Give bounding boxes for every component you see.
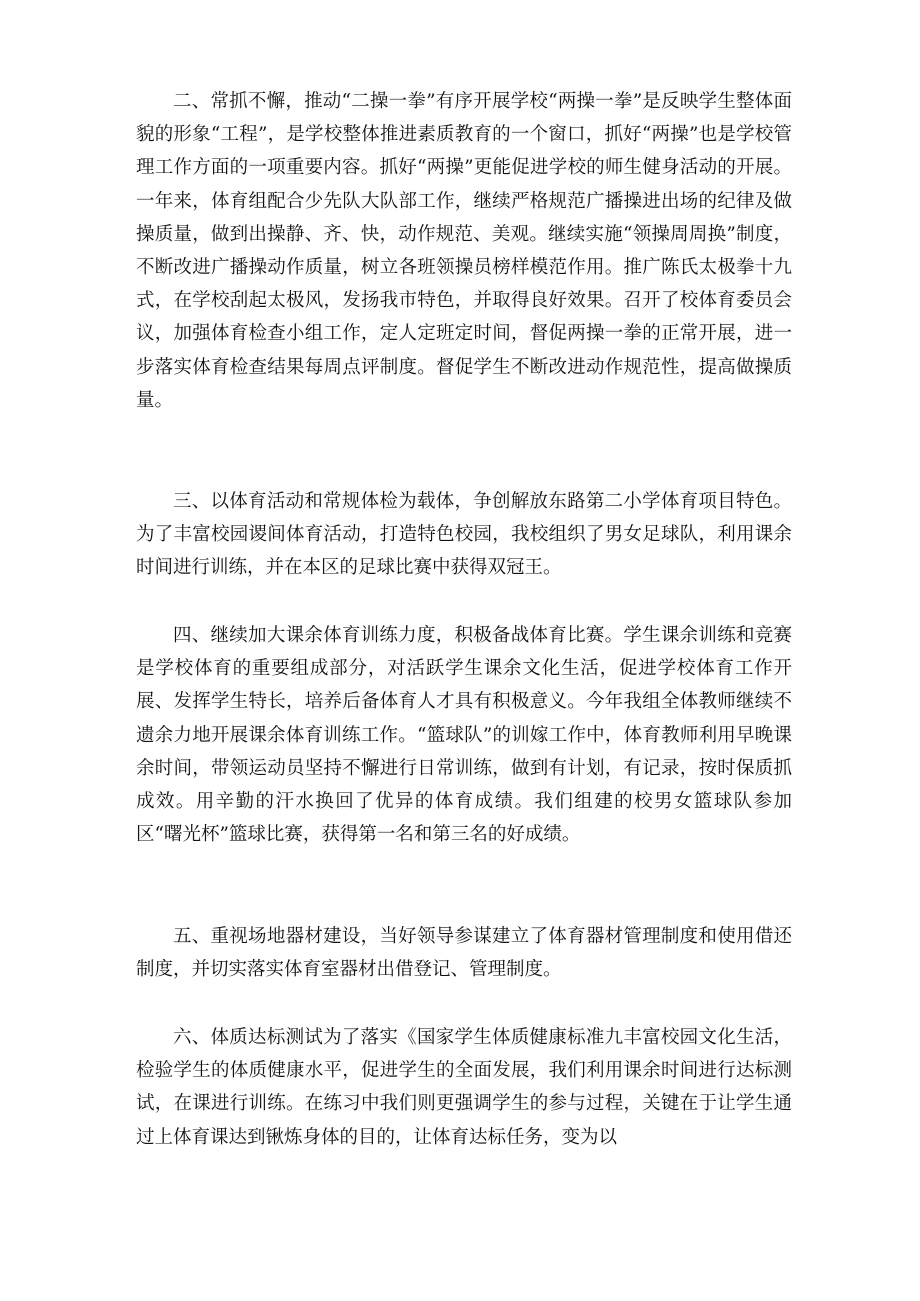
paragraph-section-5: 五、重视场地器材建设，当好领导参谋建立了体育器材管理制度和使用借还制度，并切实落实体育室器材出借登记、管理制度。: [136, 926, 792, 981]
paragraph-section-6: 六、体质达标测试为了落实《国家学生体质健康标准九丰富校园文化生活，检验学生的体质健康水平，促进学生的全面发展，我们利用课余时间进行达标测试，在课进行训练。在练习中我们则更强调学生的参与过程，关键在于让学生通过上体育课达到锹炼身体的目的，让体育达标任务，变为以: [136, 1027, 792, 1148]
paragraph-section-4: 四、继续加大课余体育训练力度，积极备战体育比赛。学生课余训练和竞赛是学校体育的重要组成部分，对活跃学生课余文化生活，促进学校体育工作开展、发挥学生特长，培养后备体育人才具有积极意义。今年我组全体教师继续不遗余力地开展课余体育训练工作。“篮球队”的训嫁工作中，体育教师利用早晚课余时间，带领运动员坚持不懈进行日常训练，做到有计划，有记录，按时保质抓成效。用辛勤的汗水换回了优异的体育成绩。我们组建的校男女篮球队参加区“曙光杯”篮球比赛，获得第一名和第三名的好成绩。: [136, 625, 792, 846]
paragraph-section-3: 三、以体育活动和常规体检为载体，争创解放东路第二小学体育项目特色。为了丰富校园谡间体育活动，打造特色校园，我校组织了男女足球队，利用课余时间进行训练，并在本区的足球比赛中获得双冠王。: [136, 491, 792, 579]
paragraph-section-2: 二、常抓不懈，推动“二操一拳”有序开展学校“两操一拳”是反映学生整体面貌的形象“工程”，是学校整体推进素质教育的一个窗口，抓好“两操”也是学校管理工作方面的一项重要内容。抓好“两操”更能促进学校的师生健身活动的开展。一年来，体育组配合少先队大队部工作，继续严格规范广播操进出场的纪律及做操质量，做到出操静、齐、快，动作规范、美观。继续实施“领操周周换”制度，不断改进广播操动作质量，树立各班领操员榜样模范作用。推广陈氏太极拳十九式，在学校刮起太极风，发扬我市特色，并取得良好效果。召开了校体育委员会议，加强体育检查小组工作，定人定班定时间，督促两操一拳的正常开展，进一步落实体育检查结果每周点评制度。督促学生不断改进动作规范性，提高做操质量。: [136, 91, 792, 411]
